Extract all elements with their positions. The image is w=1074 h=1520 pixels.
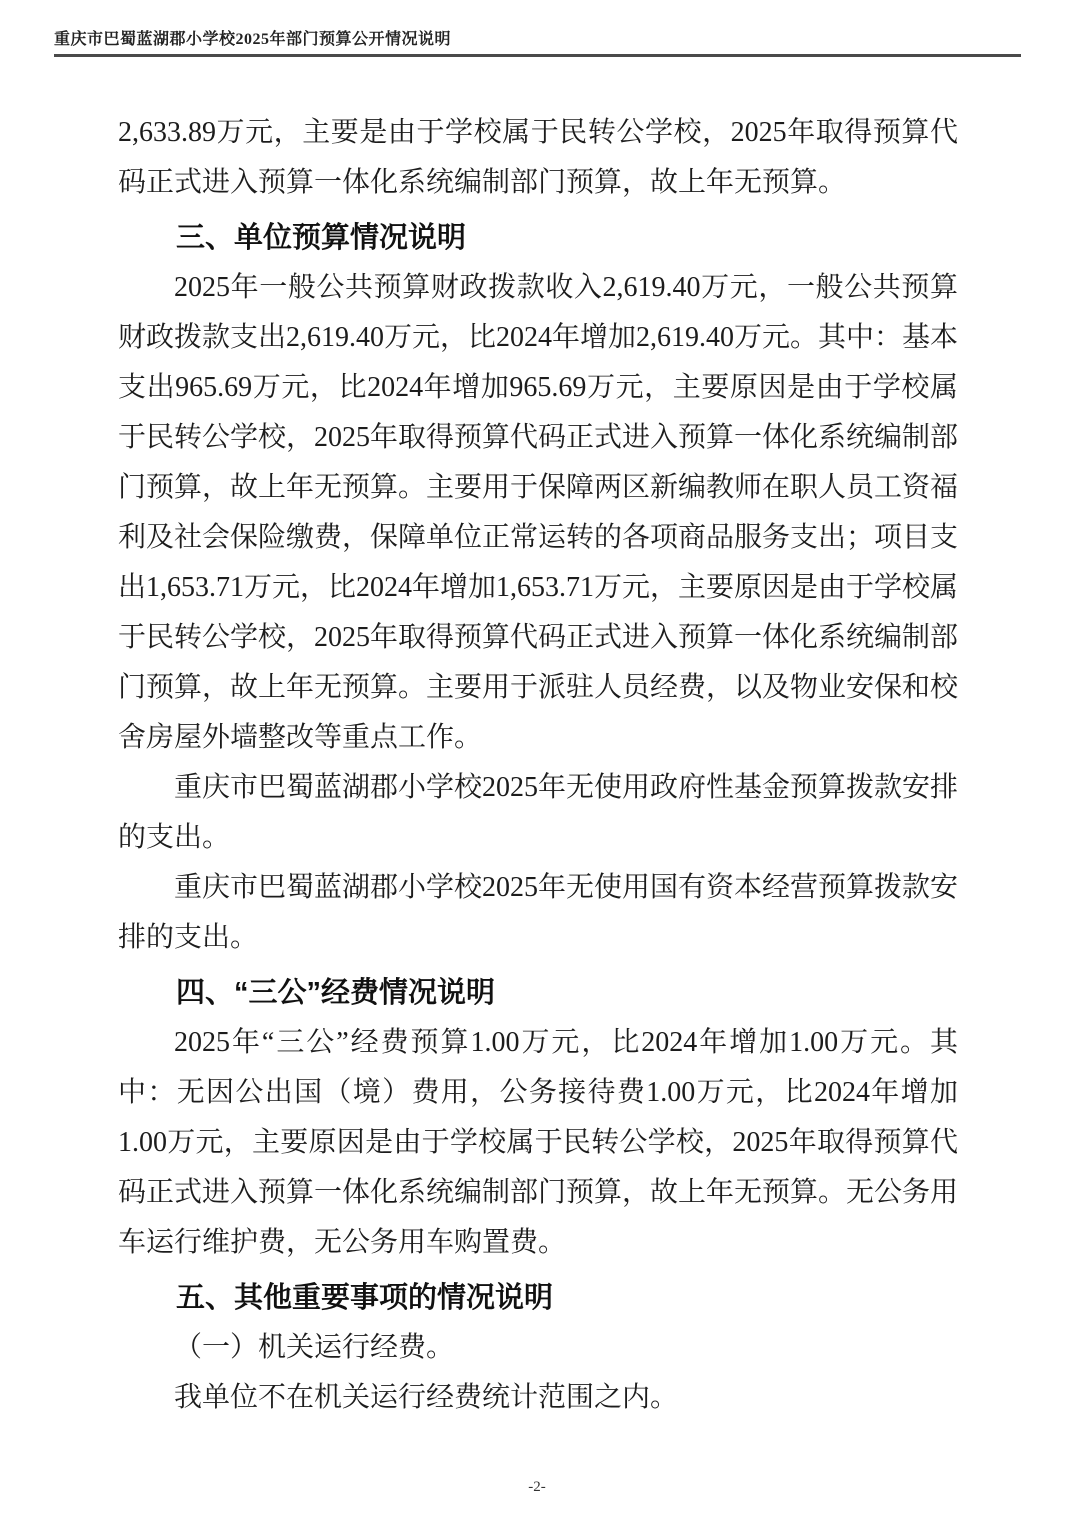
paragraph-state-capital: 重庆市巴蜀蓝湖郡小学校2025年无使用国有资本经营预算拨款安排的支出。 bbox=[118, 872, 959, 953]
paragraph-three-public-detail: 2025年“三公”经费预算1.00万元，比2024年增加1.00万元。其中：无因公出国（境）费用，公务接待费1.00万元，比2024年增加1.00万元，主要原因是由于学校属于民转公学校，2025年取得预算代码正式进入预算一体化系统编制部门预算，故上年无预算。无公务用车运行维护费，无公务用车购置费。 bbox=[118, 1027, 959, 1258]
section-heading-three-public-expenses: 四、“三公”经费情况说明 bbox=[176, 977, 496, 1009]
document-body bbox=[118, 108, 958, 1423]
footer-page-number: -2- bbox=[528, 1479, 546, 1495]
subheading-agency-operating-funds: （一）机关运行经费。 bbox=[174, 1332, 455, 1363]
document-header-title: 重庆市巴蜀蓝湖郡小学校2025年部门预算公开情况说明 bbox=[54, 31, 452, 48]
section-heading-other-important-matters: 五、其他重要事项的情况说明 bbox=[176, 1282, 554, 1314]
section-heading-unit-budget: 三、单位预算情况说明 bbox=[176, 222, 467, 254]
paragraph-government-fund: 重庆市巴蜀蓝湖郡小学校2025年无使用政府性基金预算拨款安排的支出。 bbox=[118, 772, 959, 853]
document-header bbox=[54, 26, 1021, 57]
paragraph-agency-operating-funds-note: 我单位不在机关运行经费统计范围之内。 bbox=[174, 1382, 679, 1413]
paragraph-unit-budget-detail: 2025年一般公共预算财政拨款收入2,619.40万元，一般公共预算财政拨款支出2,619.40万元，比2024年增加2,619.40万元。其中：基本支出965.69万元，比2024年增加965.69万元，主要原因是由于学校属于民转公学校，2025年取得预算代码正式进入预算一体化系统编制部门预算，故上年无预算。主要用于保障两区新编教师在职人员工资福利及社会保险缴费，保障单位正常运转的各项商品服务支出；项目支出1,653.71万元，比2024年增加1,653.71万元，主要原因是由于学校属于民转公学校，2025年取得预算代码正式进入预算一体化系统编制部门预算，故上年无预算。主要用于派驻人员经费，以及物业安保和校舍房屋外墙整改等重点工作。 bbox=[118, 272, 959, 753]
paragraph-continuation: 2,633.89万元，主要是由于学校属于民转公学校，2025年取得预算代码正式进入预算一体化系统编制部门预算，故上年无预算。 bbox=[118, 117, 958, 198]
